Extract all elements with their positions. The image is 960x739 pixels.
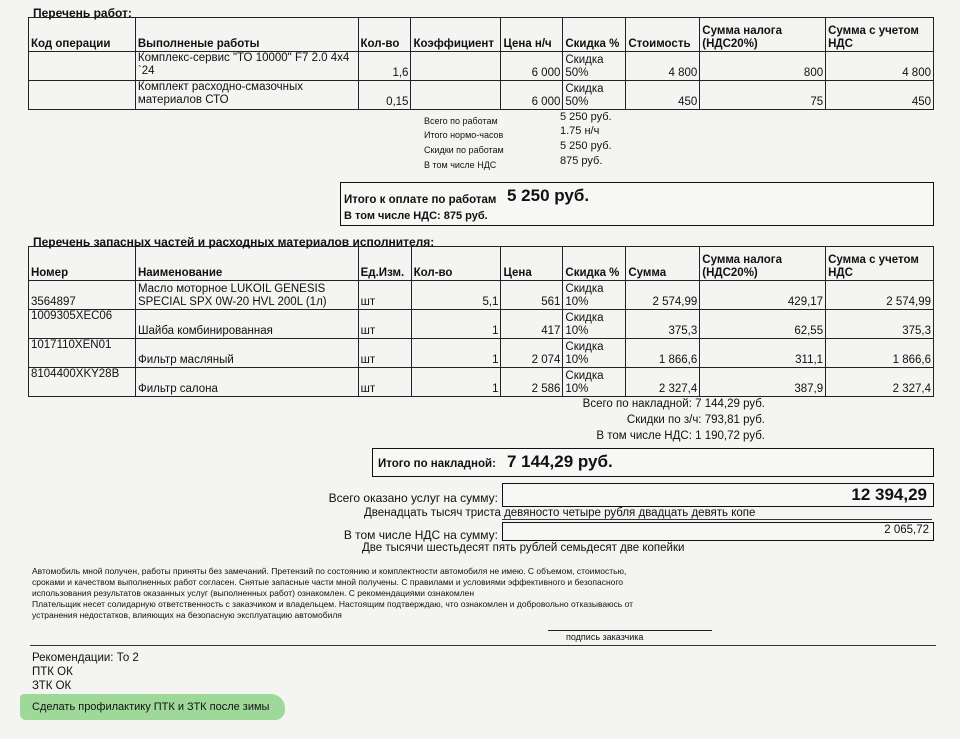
summary-value: 875 руб. bbox=[560, 155, 603, 167]
works-total-value: 5 250 руб. bbox=[507, 186, 590, 205]
part-discount: Скидка 10% bbox=[563, 368, 626, 397]
works-total-box bbox=[340, 182, 934, 226]
works-total-vat: В том числе НДС: 875 руб. bbox=[344, 210, 488, 222]
part-total: 2 574,99 bbox=[826, 281, 934, 310]
works-header-discount: Скидка % bbox=[563, 18, 626, 52]
grand-vat-box bbox=[502, 522, 934, 541]
work-cost: 4 800 bbox=[626, 52, 700, 81]
work-qty: 0,15 bbox=[358, 81, 411, 110]
table-row bbox=[29, 368, 934, 397]
summary-label: Итого нормо-часов bbox=[424, 130, 504, 140]
works-header-coef: Коэффициент bbox=[411, 18, 501, 52]
summary-value: 5 250 руб. bbox=[560, 140, 612, 152]
parts-total-value: 7 144,29 руб. bbox=[507, 452, 613, 471]
parts-summary-line: Всего по накладной: 7 144,29 руб. bbox=[582, 398, 765, 410]
recommendation-line: ЗТК ОК bbox=[32, 680, 72, 692]
disclaimer-line: сроками и качеством выполненных работ согласен. Снятые запасные части мной получены. С правилами и условиями эффективного и безопасного bbox=[32, 577, 624, 587]
part-discount: Скидка 10% bbox=[563, 281, 626, 310]
disclaimer-line: Автомобиль мной получен, работы приняты без замечаний. Претензий по состоянию и комплектности автомобиля не имею. С объемом, стоимостью, bbox=[32, 566, 627, 576]
table-row bbox=[29, 81, 934, 110]
works-header-code: Код операции bbox=[29, 18, 136, 52]
work-vat: 75 bbox=[700, 81, 826, 110]
table-row bbox=[29, 339, 934, 368]
part-unit: шт bbox=[358, 368, 411, 397]
signature-label: подпись заказчика bbox=[566, 632, 644, 642]
divider bbox=[30, 645, 936, 646]
work-qty: 1,6 bbox=[358, 52, 411, 81]
works-total-label: Итого к оплате по работам bbox=[344, 194, 497, 206]
parts-header-vat: Сумма налога (НДС20%) bbox=[700, 247, 826, 281]
parts-header-unit: Ед.Изм. bbox=[358, 247, 411, 281]
recommendation-highlight: Сделать профилактику ПТК и ЗТК после зимы bbox=[20, 694, 285, 720]
part-vat: 311,1 bbox=[700, 339, 826, 368]
grand-vat-value: 2 065,72 bbox=[884, 524, 929, 536]
parts-total-label: Итого по накладной: bbox=[378, 458, 496, 470]
signature-line bbox=[548, 630, 712, 631]
part-number: 8104400XKY28B bbox=[29, 368, 136, 397]
grand-words: Двенадцать тысяч триста девяносто четыре рубля двадцать девять копе bbox=[364, 507, 756, 519]
table-row bbox=[29, 52, 934, 81]
part-sum: 2 327,4 bbox=[626, 368, 700, 397]
part-price: 2 586 bbox=[501, 368, 563, 397]
work-code bbox=[29, 81, 136, 110]
summary-label: Скидки по работам bbox=[424, 145, 504, 155]
works-header-total: Сумма с учетом НДС bbox=[826, 18, 934, 52]
grand-vat-label: В том числе НДС на сумму: bbox=[343, 528, 498, 542]
disclaimer-line: использования результатов оказанных услуг (выполненных работ) ознакомлен. С рекомендациями ознакомлен bbox=[32, 588, 475, 598]
disclaimer bbox=[32, 566, 732, 621]
part-number: 1017110XEN01 bbox=[29, 339, 136, 368]
parts-header-sum: Сумма bbox=[626, 247, 700, 281]
grand-value-box bbox=[502, 483, 934, 507]
parts-summary-line: Скидки по з/ч: 793,81 руб. bbox=[626, 414, 765, 426]
part-number: 1009305XEC06 bbox=[29, 310, 136, 339]
parts-header-row bbox=[29, 247, 934, 281]
disclaimer-line: устранения недостатков, влияющих на безопасную эксплуатацию автомобиля bbox=[32, 610, 342, 620]
work-code bbox=[29, 52, 136, 81]
grand-words-line bbox=[502, 519, 932, 520]
part-qty: 5,1 bbox=[411, 281, 501, 310]
works-header-cost: Стоимость bbox=[626, 18, 700, 52]
part-total: 375,3 bbox=[826, 310, 934, 339]
parts-header-discount: Скидка % bbox=[563, 247, 626, 281]
part-discount: Скидка 10% bbox=[563, 310, 626, 339]
summary-value: 1.75 н/ч bbox=[560, 125, 600, 137]
works-header-qty: Кол-во bbox=[358, 18, 411, 52]
recommendations bbox=[32, 651, 139, 693]
parts-header-total: Сумма с учетом НДС bbox=[826, 247, 934, 281]
summary-label: Всего по работам bbox=[424, 116, 498, 126]
part-sum: 2 574,99 bbox=[626, 281, 700, 310]
parts-summary bbox=[480, 396, 765, 444]
works-summary bbox=[424, 111, 624, 170]
work-price: 6 000 bbox=[501, 52, 563, 81]
part-unit: шт bbox=[358, 310, 411, 339]
works-header-name: Выполненые работы bbox=[135, 18, 358, 52]
recommendations-title: Рекомендации: То 2 bbox=[32, 652, 139, 664]
work-discount: Скидка 50% bbox=[563, 81, 626, 110]
work-coef bbox=[411, 52, 501, 81]
summary-label: В том числе НДС bbox=[424, 160, 497, 170]
part-sum: 375,3 bbox=[626, 310, 700, 339]
work-name: Комплекс-сервис "ТО 10000" F7 2.0 4x4 `24 bbox=[135, 52, 358, 81]
part-qty: 1 bbox=[411, 310, 501, 339]
parts-header-name: Наименование bbox=[135, 247, 358, 281]
part-discount: Скидка 10% bbox=[563, 339, 626, 368]
parts-header-price: Цена bbox=[501, 247, 563, 281]
parts-summary-line: В том числе НДС: 1 190,72 руб. bbox=[596, 430, 765, 442]
part-vat: 429,17 bbox=[700, 281, 826, 310]
part-name: Фильтр салона bbox=[135, 368, 358, 397]
works-header-vat: Сумма налога (НДС20%) bbox=[700, 18, 826, 52]
work-total: 450 bbox=[826, 81, 934, 110]
part-qty: 1 bbox=[411, 368, 501, 397]
works-title: Перечень работ: bbox=[33, 6, 132, 20]
part-unit: шт bbox=[358, 281, 411, 310]
part-price: 2 074 bbox=[501, 339, 563, 368]
work-name: Комплект расходно-смазочных материалов СТО bbox=[135, 81, 358, 110]
parts-title: Перечень запасных частей и расходных материалов исполнителя: bbox=[33, 235, 435, 249]
part-total: 2 327,4 bbox=[826, 368, 934, 397]
part-vat: 62,55 bbox=[700, 310, 826, 339]
recommendation-line: ПТК ОК bbox=[32, 666, 73, 678]
table-row bbox=[29, 281, 934, 310]
parts-header-qty: Кол-во bbox=[411, 247, 501, 281]
part-name: Масло моторное LUKOIL GENESIS SPECIAL SPX 0W-20 HVL 200L (1л) bbox=[135, 281, 358, 310]
grand-vat-words: Две тысячи шестьдесят пять рублей семьдесят две копейки bbox=[362, 542, 685, 554]
works-table bbox=[28, 17, 934, 110]
grand-value: 12 394,29 bbox=[851, 485, 927, 504]
part-sum: 1 866,6 bbox=[626, 339, 700, 368]
work-vat: 800 bbox=[700, 52, 826, 81]
parts-total-box bbox=[372, 448, 934, 477]
part-unit: шт bbox=[358, 339, 411, 368]
work-discount: Скидка 50% bbox=[563, 52, 626, 81]
works-header-row bbox=[29, 18, 934, 52]
part-qty: 1 bbox=[411, 339, 501, 368]
parts-header-number: Номер bbox=[29, 247, 136, 281]
part-number: 3564897 bbox=[29, 281, 136, 310]
disclaimer-line: Плательщик несет солидарную ответственность с заказчиком и владельцем. Настоящим подтверждаю, что ознакомлен и добровольно отказываюсь от bbox=[32, 599, 633, 609]
work-coef bbox=[411, 81, 501, 110]
parts-table bbox=[28, 246, 934, 397]
part-name: Шайба комбинированная bbox=[135, 310, 358, 339]
part-name: Фильтр масляный bbox=[135, 339, 358, 368]
work-price: 6 000 bbox=[501, 81, 563, 110]
table-row bbox=[29, 310, 934, 339]
part-price: 561 bbox=[501, 281, 563, 310]
part-vat: 387,9 bbox=[700, 368, 826, 397]
part-price: 417 bbox=[501, 310, 563, 339]
part-total: 1 866,6 bbox=[826, 339, 934, 368]
work-cost: 450 bbox=[626, 81, 700, 110]
works-header-price: Цена н/ч bbox=[501, 18, 563, 52]
summary-value: 5 250 руб. bbox=[560, 111, 612, 123]
work-total: 4 800 bbox=[826, 52, 934, 81]
grand-label: Всего оказано услуг на сумму: bbox=[328, 491, 498, 505]
